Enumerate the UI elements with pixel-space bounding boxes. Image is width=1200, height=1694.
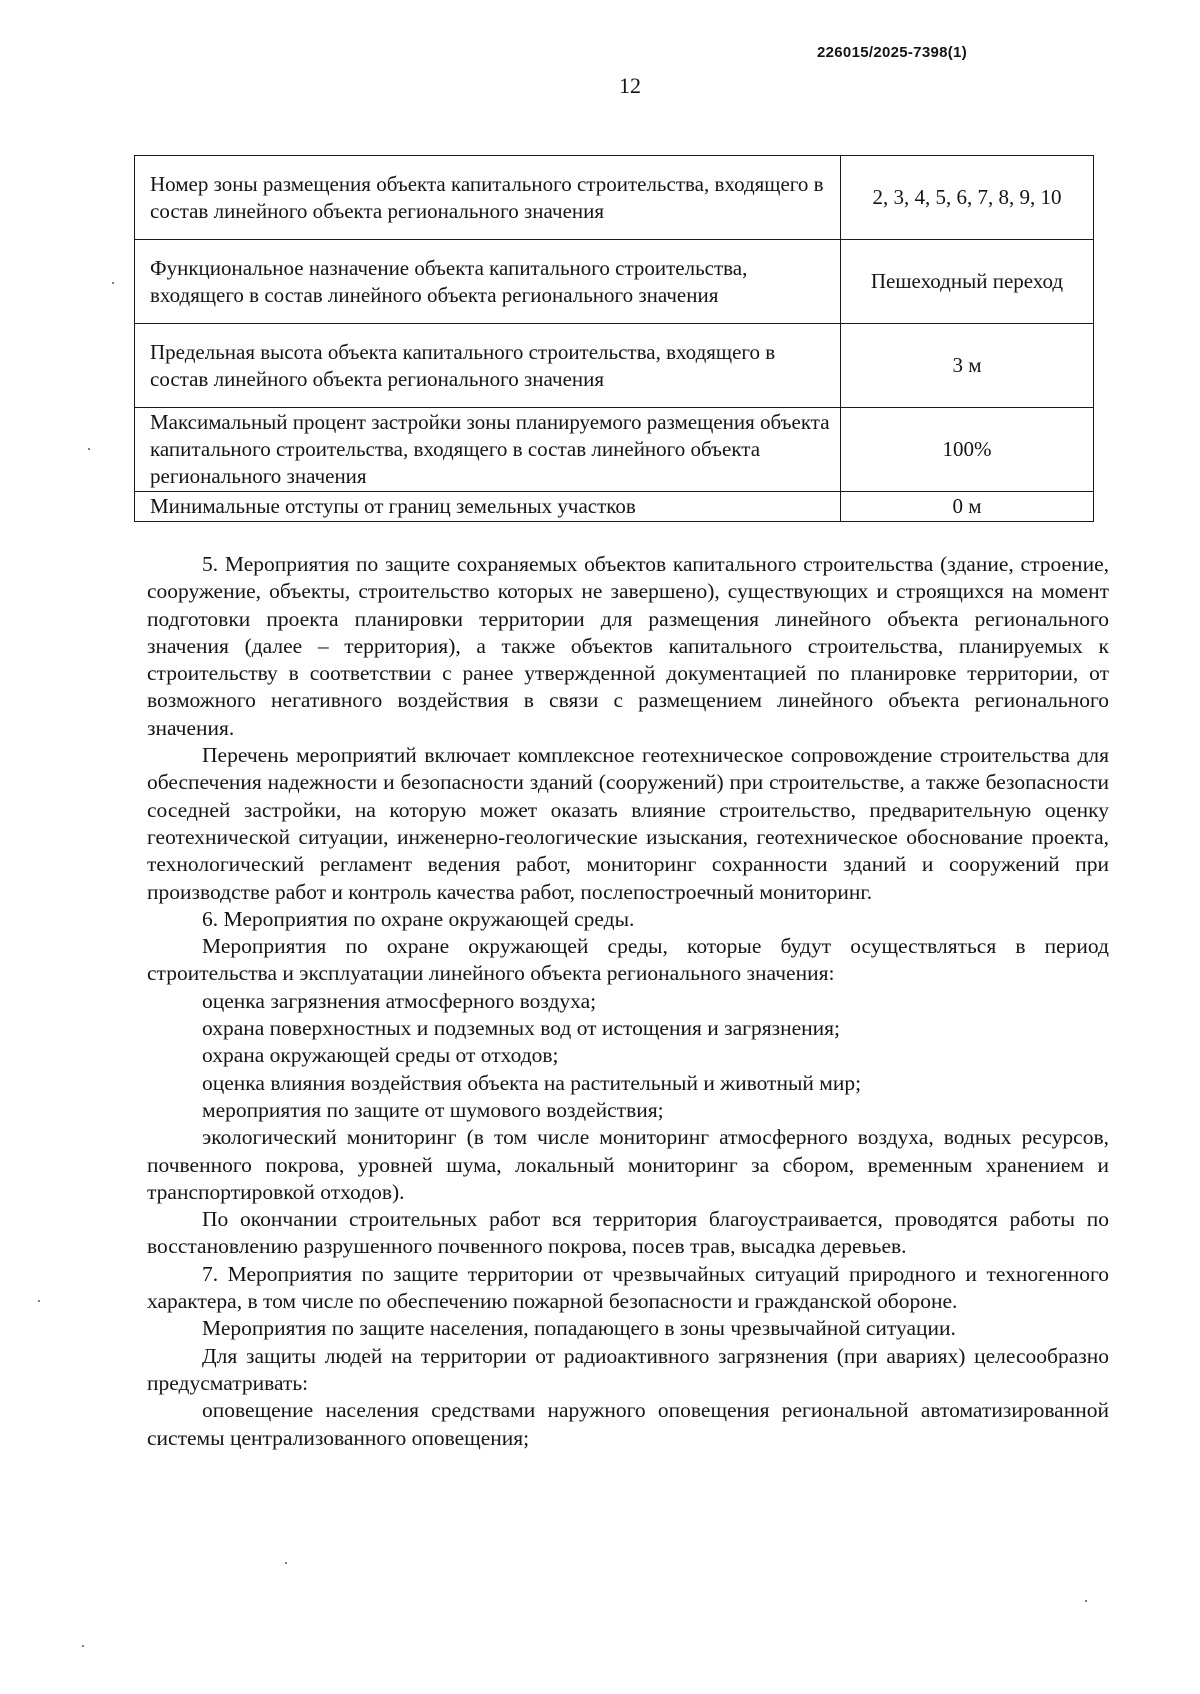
table-row [135,156,1094,240]
scan-speck [112,282,114,284]
table-cell-value: Пешеходный переход [841,240,1094,324]
paragraph: Перечень мероприятий включает комплексное геотехническое сопровождение строительства для обеспечения надежности и безопасности зданий (сооружений) при строительстве, а также безопасности соседней застройки, на которую может оказать влияние строительство, предварительную оценку геотехнической ситуации, инженерно-геологические изыскания, геотехническое обоснование проекта, технологический регламент ведения работ, мониторинг сохранности зданий и сооружений при производстве работ и контроль качества работ, послепостроечный мониторинг. [147,743,1109,904]
paragraph: Для защиты людей на территории от радиоактивного загрязнения (при авариях) целесообразно предусматривать: [147,1343,1109,1395]
table-row [135,240,1094,324]
table-row [135,324,1094,408]
scan-speck [88,448,90,450]
table-cell-label: Максимальный процент застройки зоны планируемого размещения объекта капитального строительства, входящего в состав линейного объекта регионального значения [135,408,841,492]
table-cell-value: 3 м [841,324,1094,408]
table-cell-label: Функциональное назначение объекта капитального строительства, входящего в состав линейного объекта регионального значения [135,240,841,324]
list-item: охрана окружающей среды от отходов; [202,1043,559,1068]
table-cell-value: 2, 3, 4, 5, 6, 7, 8, 9, 10 [841,156,1094,240]
scan-speck [82,1645,84,1647]
table-row [135,408,1094,492]
table-cell-label: Номер зоны размещения объекта капитального строительства, входящего в состав линейного объекта регионального значения [135,156,841,240]
list-item: охрана поверхностных и подземных вод от истощения и загрязнения; [202,1016,841,1041]
paragraph: Мероприятия по охране окружающей среды, которые будут осуществляться в период строительства и эксплуатации линейного объекта регионального значения: [147,934,1109,986]
section-heading: 6. Мероприятия по охране окружающей среды. [202,906,635,931]
paragraph: 5. Мероприятия по защите сохраняемых объектов капитального строительства (здание, строение, сооружение, объекты, строительство которых не завершено), существующих и строящихся на момент подготовки проекта планировки территории для размещения линейного объекта регионального значения (далее – территория), а также объектов капитального строительства, планируемых к строительству в соответствии с ранее утвержденной документацией по планировке территории, от возможного негативного воздействия в связи с размещением линейного объекта регионального значения. [147,552,1109,740]
list-item: оценка влияния воздействия объекта на растительный и животный мир; [202,1070,862,1095]
table-cell-label: Предельная высота объекта капитального строительства, входящего в состав линейного объекта регионального значения [135,324,841,408]
page-number: 12 [619,73,641,98]
scan-speck [1085,1600,1087,1602]
paragraph: По окончании строительных работ вся территория благоустраивается, проводятся работы по восстановлению разрушенного почвенного покрова, посев трав, высадка деревьев. [147,1207,1109,1259]
table-row [135,492,1094,522]
paragraph: Мероприятия по защите населения, попадающего в зоны чрезвычайной ситуации. [202,1316,956,1341]
scan-speck [285,1562,287,1564]
parameters-table [134,155,1094,522]
table-cell-value: 0 м [841,492,1094,522]
list-item: оценка загрязнения атмосферного воздуха; [202,988,597,1013]
list-item: экологический мониторинг (в том числе мониторинг атмосферного воздуха, водных ресурсов, почвенного покрова, уровней шума, локальный мониторинг за сбором, временным хранением и транспортировкой отходов). [147,1125,1109,1204]
table-cell-value: 100% [841,408,1094,492]
scan-speck [38,1300,40,1302]
body-text [147,551,1109,1452]
table-cell-label: Минимальные отступы от границ земельных участков [135,492,841,522]
list-item: оповещение населения средствами наружного оповещения региональной автоматизированной системы централизованного оповещения; [147,1398,1109,1450]
section-heading: 7. Мероприятия по защите территории от чрезвычайных ситуаций природного и техногенного характера, в том числе по обеспечению пожарной безопасности и гражданской обороне. [147,1261,1109,1314]
list-item: мероприятия по защите от шумового воздействия; [202,1097,664,1122]
document-number: 226015/2025-7398(1) [817,44,967,61]
